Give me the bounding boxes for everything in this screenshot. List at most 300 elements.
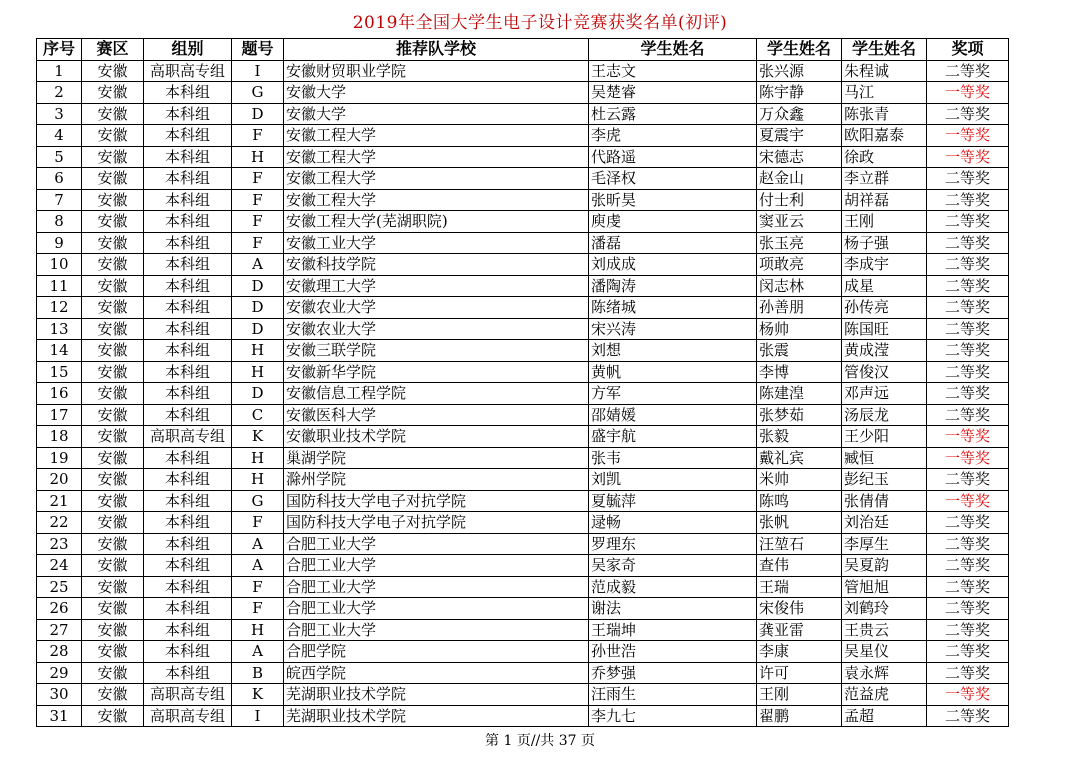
cell-seq: 6 bbox=[37, 168, 82, 190]
cell-group: 本科组 bbox=[144, 254, 232, 276]
cell-student-2: 张梦茹 bbox=[757, 404, 842, 426]
cell-award: 二等奖 bbox=[927, 189, 1009, 211]
cell-student-2: 查伟 bbox=[757, 555, 842, 577]
cell-student-1: 逯畅 bbox=[589, 512, 757, 534]
cell-award: 二等奖 bbox=[927, 103, 1009, 125]
cell-seq: 31 bbox=[37, 705, 82, 727]
cell-student-1: 孙世浩 bbox=[589, 641, 757, 663]
cell-problem: C bbox=[232, 404, 284, 426]
cell-school: 安徽理工大学 bbox=[284, 275, 589, 297]
cell-student-3: 王少阳 bbox=[842, 426, 927, 448]
cell-award: 一等奖 bbox=[927, 125, 1009, 147]
cell-student-3: 吴夏韵 bbox=[842, 555, 927, 577]
cell-group: 高职高专组 bbox=[144, 60, 232, 82]
cell-school: 安徽医科大学 bbox=[284, 404, 589, 426]
table-row bbox=[37, 361, 1009, 383]
cell-award: 一等奖 bbox=[927, 426, 1009, 448]
cell-school: 合肥工业大学 bbox=[284, 533, 589, 555]
page-footer: 第 1 页//共 37 页 bbox=[485, 733, 595, 749]
cell-student-1: 刘想 bbox=[589, 340, 757, 362]
cell-student-2: 张毅 bbox=[757, 426, 842, 448]
cell-region: 安徽 bbox=[82, 641, 144, 663]
cell-school: 安徽农业大学 bbox=[284, 318, 589, 340]
cell-school: 安徽大学 bbox=[284, 103, 589, 125]
cell-group: 本科组 bbox=[144, 103, 232, 125]
cell-group: 本科组 bbox=[144, 361, 232, 383]
header-row bbox=[37, 39, 1009, 61]
cell-student-3: 吴星仪 bbox=[842, 641, 927, 663]
cell-award: 二等奖 bbox=[927, 404, 1009, 426]
col-header-region: 赛区 bbox=[82, 39, 144, 61]
cell-student-3: 杨子强 bbox=[842, 232, 927, 254]
cell-school: 芜湖职业技术学院 bbox=[284, 705, 589, 727]
col-header-seq: 序号 bbox=[37, 39, 82, 61]
cell-problem: F bbox=[232, 512, 284, 534]
cell-student-1: 谢法 bbox=[589, 598, 757, 620]
cell-student-1: 刘凯 bbox=[589, 469, 757, 491]
table-row bbox=[37, 275, 1009, 297]
cell-school: 安徽职业技术学院 bbox=[284, 426, 589, 448]
cell-problem: I bbox=[232, 705, 284, 727]
cell-school: 国防科技大学电子对抗学院 bbox=[284, 490, 589, 512]
cell-student-3: 孟超 bbox=[842, 705, 927, 727]
table-row bbox=[37, 297, 1009, 319]
table-row bbox=[37, 340, 1009, 362]
cell-student-3: 王贵云 bbox=[842, 619, 927, 641]
cell-student-2: 陈建湟 bbox=[757, 383, 842, 405]
cell-group: 本科组 bbox=[144, 641, 232, 663]
cell-award: 二等奖 bbox=[927, 705, 1009, 727]
cell-school: 安徽三联学院 bbox=[284, 340, 589, 362]
cell-region: 安徽 bbox=[82, 555, 144, 577]
col-header-problem: 题号 bbox=[232, 39, 284, 61]
cell-region: 安徽 bbox=[82, 662, 144, 684]
cell-problem: D bbox=[232, 297, 284, 319]
cell-region: 安徽 bbox=[82, 125, 144, 147]
cell-region: 安徽 bbox=[82, 318, 144, 340]
table-row bbox=[37, 447, 1009, 469]
cell-student-2: 付士利 bbox=[757, 189, 842, 211]
cell-student-1: 汪雨生 bbox=[589, 684, 757, 706]
cell-school: 合肥学院 bbox=[284, 641, 589, 663]
cell-seq: 4 bbox=[37, 125, 82, 147]
cell-student-3: 孙传亮 bbox=[842, 297, 927, 319]
cell-school: 安徽工程大学 bbox=[284, 168, 589, 190]
cell-student-2: 戴礼宾 bbox=[757, 447, 842, 469]
cell-award: 二等奖 bbox=[927, 60, 1009, 82]
cell-award: 二等奖 bbox=[927, 232, 1009, 254]
cell-region: 安徽 bbox=[82, 103, 144, 125]
cell-school: 安徽信息工程学院 bbox=[284, 383, 589, 405]
cell-group: 本科组 bbox=[144, 340, 232, 362]
cell-school: 安徽工业大学 bbox=[284, 232, 589, 254]
cell-award: 一等奖 bbox=[927, 490, 1009, 512]
cell-student-2: 张玉亮 bbox=[757, 232, 842, 254]
cell-group: 本科组 bbox=[144, 211, 232, 233]
cell-group: 本科组 bbox=[144, 189, 232, 211]
table-row bbox=[37, 146, 1009, 168]
cell-award: 二等奖 bbox=[927, 254, 1009, 276]
cell-student-2: 孙善朋 bbox=[757, 297, 842, 319]
cell-award: 二等奖 bbox=[927, 512, 1009, 534]
table-row bbox=[37, 705, 1009, 727]
cell-group: 高职高专组 bbox=[144, 426, 232, 448]
cell-student-1: 陈绪城 bbox=[589, 297, 757, 319]
table-row bbox=[37, 533, 1009, 555]
cell-problem: H bbox=[232, 340, 284, 362]
cell-seq: 18 bbox=[37, 426, 82, 448]
cell-student-1: 毛泽权 bbox=[589, 168, 757, 190]
col-header-group: 组别 bbox=[144, 39, 232, 61]
cell-problem: G bbox=[232, 82, 284, 104]
cell-award: 二等奖 bbox=[927, 168, 1009, 190]
cell-student-1: 乔梦强 bbox=[589, 662, 757, 684]
cell-problem: I bbox=[232, 60, 284, 82]
cell-problem: F bbox=[232, 232, 284, 254]
cell-school: 安徽科技学院 bbox=[284, 254, 589, 276]
cell-group: 高职高专组 bbox=[144, 684, 232, 706]
cell-seq: 1 bbox=[37, 60, 82, 82]
cell-student-1: 杜云露 bbox=[589, 103, 757, 125]
cell-award: 二等奖 bbox=[927, 469, 1009, 491]
cell-school: 安徽大学 bbox=[284, 82, 589, 104]
cell-region: 安徽 bbox=[82, 361, 144, 383]
cell-student-3: 李厚生 bbox=[842, 533, 927, 555]
cell-award: 二等奖 bbox=[927, 598, 1009, 620]
cell-region: 安徽 bbox=[82, 598, 144, 620]
cell-problem: F bbox=[232, 598, 284, 620]
cell-problem: A bbox=[232, 533, 284, 555]
table-row bbox=[37, 254, 1009, 276]
cell-student-2: 翟鹏 bbox=[757, 705, 842, 727]
cell-school: 巢湖学院 bbox=[284, 447, 589, 469]
cell-student-1: 吴家奇 bbox=[589, 555, 757, 577]
cell-region: 安徽 bbox=[82, 404, 144, 426]
cell-problem: K bbox=[232, 426, 284, 448]
cell-school: 合肥工业大学 bbox=[284, 619, 589, 641]
cell-student-2: 王刚 bbox=[757, 684, 842, 706]
cell-region: 安徽 bbox=[82, 705, 144, 727]
table-row bbox=[37, 641, 1009, 663]
cell-student-3: 彭纪玉 bbox=[842, 469, 927, 491]
cell-award: 二等奖 bbox=[927, 340, 1009, 362]
cell-student-3: 欧阳嘉泰 bbox=[842, 125, 927, 147]
cell-student-3: 黄成滢 bbox=[842, 340, 927, 362]
cell-student-1: 范成毅 bbox=[589, 576, 757, 598]
table-body bbox=[37, 60, 1009, 727]
cell-problem: H bbox=[232, 469, 284, 491]
cell-award: 二等奖 bbox=[927, 318, 1009, 340]
cell-seq: 14 bbox=[37, 340, 82, 362]
col-header-student-1: 学生姓名 bbox=[589, 39, 757, 61]
table-row bbox=[37, 383, 1009, 405]
cell-group: 本科组 bbox=[144, 447, 232, 469]
cell-student-2: 许可 bbox=[757, 662, 842, 684]
cell-seq: 15 bbox=[37, 361, 82, 383]
cell-student-2: 万众鑫 bbox=[757, 103, 842, 125]
cell-student-2: 陈鸣 bbox=[757, 490, 842, 512]
cell-region: 安徽 bbox=[82, 383, 144, 405]
cell-region: 安徽 bbox=[82, 232, 144, 254]
cell-student-2: 宋德志 bbox=[757, 146, 842, 168]
cell-problem: G bbox=[232, 490, 284, 512]
cell-region: 安徽 bbox=[82, 576, 144, 598]
cell-student-2: 宋俊伟 bbox=[757, 598, 842, 620]
cell-region: 安徽 bbox=[82, 189, 144, 211]
table-row bbox=[37, 555, 1009, 577]
cell-region: 安徽 bbox=[82, 619, 144, 641]
cell-group: 本科组 bbox=[144, 598, 232, 620]
table-row bbox=[37, 619, 1009, 641]
cell-region: 安徽 bbox=[82, 512, 144, 534]
cell-student-1: 夏毓萍 bbox=[589, 490, 757, 512]
cell-student-1: 李虎 bbox=[589, 125, 757, 147]
cell-problem: F bbox=[232, 168, 284, 190]
cell-student-2: 窦亚云 bbox=[757, 211, 842, 233]
col-header-student-2: 学生姓名 bbox=[757, 39, 842, 61]
cell-student-1: 罗理东 bbox=[589, 533, 757, 555]
cell-student-3: 袁永辉 bbox=[842, 662, 927, 684]
cell-group: 本科组 bbox=[144, 146, 232, 168]
cell-seq: 23 bbox=[37, 533, 82, 555]
cell-region: 安徽 bbox=[82, 684, 144, 706]
cell-group: 本科组 bbox=[144, 168, 232, 190]
cell-problem: F bbox=[232, 576, 284, 598]
cell-group: 本科组 bbox=[144, 619, 232, 641]
table-row bbox=[37, 82, 1009, 104]
cell-problem: F bbox=[232, 189, 284, 211]
cell-group: 本科组 bbox=[144, 318, 232, 340]
cell-student-2: 张震 bbox=[757, 340, 842, 362]
cell-award: 二等奖 bbox=[927, 533, 1009, 555]
cell-problem: F bbox=[232, 125, 284, 147]
cell-student-3: 汤辰龙 bbox=[842, 404, 927, 426]
cell-student-1: 邵婧媛 bbox=[589, 404, 757, 426]
cell-student-3: 张倩倩 bbox=[842, 490, 927, 512]
cell-problem: B bbox=[232, 662, 284, 684]
cell-seq: 8 bbox=[37, 211, 82, 233]
cell-student-2: 龚亚雷 bbox=[757, 619, 842, 641]
table-row bbox=[37, 576, 1009, 598]
cell-student-1: 代路遥 bbox=[589, 146, 757, 168]
cell-student-2: 李康 bbox=[757, 641, 842, 663]
cell-award: 二等奖 bbox=[927, 662, 1009, 684]
cell-seq: 27 bbox=[37, 619, 82, 641]
cell-region: 安徽 bbox=[82, 275, 144, 297]
cell-student-3: 陈国旺 bbox=[842, 318, 927, 340]
cell-student-1: 吴楚睿 bbox=[589, 82, 757, 104]
cell-award: 一等奖 bbox=[927, 447, 1009, 469]
cell-student-1: 黄帆 bbox=[589, 361, 757, 383]
cell-group: 本科组 bbox=[144, 555, 232, 577]
cell-region: 安徽 bbox=[82, 447, 144, 469]
cell-school: 安徽工程大学(芜湖职院) bbox=[284, 211, 589, 233]
table-row bbox=[37, 426, 1009, 448]
cell-student-2: 杨帅 bbox=[757, 318, 842, 340]
cell-student-3: 刘治廷 bbox=[842, 512, 927, 534]
cell-problem: D bbox=[232, 318, 284, 340]
cell-seq: 19 bbox=[37, 447, 82, 469]
table-row bbox=[37, 490, 1009, 512]
cell-group: 本科组 bbox=[144, 533, 232, 555]
cell-student-3: 管旭旭 bbox=[842, 576, 927, 598]
cell-student-3: 范益虎 bbox=[842, 684, 927, 706]
cell-student-2: 李博 bbox=[757, 361, 842, 383]
cell-school: 合肥工业大学 bbox=[284, 598, 589, 620]
cell-school: 芜湖职业技术学院 bbox=[284, 684, 589, 706]
cell-school: 国防科技大学电子对抗学院 bbox=[284, 512, 589, 534]
cell-group: 本科组 bbox=[144, 662, 232, 684]
cell-student-3: 李立群 bbox=[842, 168, 927, 190]
page-title: 2019年全国大学生电子设计竞赛获奖名单(初评) bbox=[352, 13, 728, 33]
cell-seq: 9 bbox=[37, 232, 82, 254]
cell-school: 安徽工程大学 bbox=[284, 146, 589, 168]
cell-problem: H bbox=[232, 619, 284, 641]
cell-award: 一等奖 bbox=[927, 146, 1009, 168]
cell-group: 高职高专组 bbox=[144, 705, 232, 727]
table-row bbox=[37, 189, 1009, 211]
cell-seq: 30 bbox=[37, 684, 82, 706]
cell-school: 合肥工业大学 bbox=[284, 555, 589, 577]
cell-student-3: 刘鹤玲 bbox=[842, 598, 927, 620]
cell-region: 安徽 bbox=[82, 60, 144, 82]
cell-student-3: 臧恒 bbox=[842, 447, 927, 469]
col-header-school: 推荐队学校 bbox=[284, 39, 589, 61]
cell-school: 安徽财贸职业学院 bbox=[284, 60, 589, 82]
cell-group: 本科组 bbox=[144, 469, 232, 491]
cell-seq: 24 bbox=[37, 555, 82, 577]
cell-problem: F bbox=[232, 211, 284, 233]
cell-seq: 3 bbox=[37, 103, 82, 125]
cell-group: 本科组 bbox=[144, 512, 232, 534]
cell-group: 本科组 bbox=[144, 232, 232, 254]
cell-student-1: 方军 bbox=[589, 383, 757, 405]
cell-group: 本科组 bbox=[144, 82, 232, 104]
cell-award: 二等奖 bbox=[927, 641, 1009, 663]
cell-region: 安徽 bbox=[82, 469, 144, 491]
cell-student-1: 潘陶涛 bbox=[589, 275, 757, 297]
cell-student-3: 王刚 bbox=[842, 211, 927, 233]
cell-seq: 17 bbox=[37, 404, 82, 426]
cell-award: 二等奖 bbox=[927, 297, 1009, 319]
cell-problem: K bbox=[232, 684, 284, 706]
cell-student-2: 张兴源 bbox=[757, 60, 842, 82]
cell-seq: 20 bbox=[37, 469, 82, 491]
cell-student-3: 管俊汉 bbox=[842, 361, 927, 383]
cell-student-3: 胡祥磊 bbox=[842, 189, 927, 211]
cell-region: 安徽 bbox=[82, 82, 144, 104]
cell-seq: 16 bbox=[37, 383, 82, 405]
cell-award: 一等奖 bbox=[927, 684, 1009, 706]
cell-region: 安徽 bbox=[82, 340, 144, 362]
cell-student-2: 项敢亮 bbox=[757, 254, 842, 276]
cell-student-2: 汪堃石 bbox=[757, 533, 842, 555]
cell-student-3: 朱程诚 bbox=[842, 60, 927, 82]
cell-seq: 7 bbox=[37, 189, 82, 211]
cell-region: 安徽 bbox=[82, 211, 144, 233]
cell-region: 安徽 bbox=[82, 533, 144, 555]
cell-school: 安徽工程大学 bbox=[284, 125, 589, 147]
cell-seq: 21 bbox=[37, 490, 82, 512]
cell-school: 安徽工程大学 bbox=[284, 189, 589, 211]
cell-student-1: 张韦 bbox=[589, 447, 757, 469]
table-row bbox=[37, 168, 1009, 190]
cell-student-1: 刘成成 bbox=[589, 254, 757, 276]
cell-student-1: 潘磊 bbox=[589, 232, 757, 254]
cell-problem: H bbox=[232, 447, 284, 469]
cell-region: 安徽 bbox=[82, 426, 144, 448]
cell-seq: 10 bbox=[37, 254, 82, 276]
table-row bbox=[37, 469, 1009, 491]
cell-group: 本科组 bbox=[144, 383, 232, 405]
table-row bbox=[37, 211, 1009, 233]
table-row bbox=[37, 60, 1009, 82]
cell-group: 本科组 bbox=[144, 576, 232, 598]
cell-award: 二等奖 bbox=[927, 383, 1009, 405]
cell-student-2: 王瑞 bbox=[757, 576, 842, 598]
cell-award: 二等奖 bbox=[927, 361, 1009, 383]
cell-seq: 12 bbox=[37, 297, 82, 319]
cell-problem: A bbox=[232, 555, 284, 577]
cell-seq: 13 bbox=[37, 318, 82, 340]
cell-student-1: 王瑞坤 bbox=[589, 619, 757, 641]
cell-award: 二等奖 bbox=[927, 211, 1009, 233]
cell-seq: 25 bbox=[37, 576, 82, 598]
cell-student-2: 夏震宇 bbox=[757, 125, 842, 147]
cell-school: 安徽农业大学 bbox=[284, 297, 589, 319]
cell-region: 安徽 bbox=[82, 254, 144, 276]
cell-region: 安徽 bbox=[82, 297, 144, 319]
cell-student-3: 马江 bbox=[842, 82, 927, 104]
cell-student-1: 盛宇航 bbox=[589, 426, 757, 448]
cell-group: 本科组 bbox=[144, 125, 232, 147]
cell-award: 二等奖 bbox=[927, 619, 1009, 641]
cell-region: 安徽 bbox=[82, 490, 144, 512]
cell-problem: H bbox=[232, 361, 284, 383]
cell-seq: 2 bbox=[37, 82, 82, 104]
cell-student-2: 张帆 bbox=[757, 512, 842, 534]
table-row bbox=[37, 232, 1009, 254]
cell-student-1: 王志文 bbox=[589, 60, 757, 82]
cell-award: 二等奖 bbox=[927, 275, 1009, 297]
cell-seq: 26 bbox=[37, 598, 82, 620]
cell-region: 安徽 bbox=[82, 168, 144, 190]
cell-problem: D bbox=[232, 383, 284, 405]
cell-school: 滁州学院 bbox=[284, 469, 589, 491]
cell-award: 一等奖 bbox=[927, 82, 1009, 104]
cell-student-3: 李成宇 bbox=[842, 254, 927, 276]
cell-student-2: 米帅 bbox=[757, 469, 842, 491]
cell-problem: H bbox=[232, 146, 284, 168]
col-header-student-3: 学生姓名 bbox=[842, 39, 927, 61]
table-row bbox=[37, 103, 1009, 125]
cell-group: 本科组 bbox=[144, 404, 232, 426]
cell-region: 安徽 bbox=[82, 146, 144, 168]
cell-seq: 11 bbox=[37, 275, 82, 297]
cell-school: 皖西学院 bbox=[284, 662, 589, 684]
cell-student-3: 成星 bbox=[842, 275, 927, 297]
cell-group: 本科组 bbox=[144, 490, 232, 512]
awards-table bbox=[36, 38, 1009, 727]
cell-seq: 22 bbox=[37, 512, 82, 534]
cell-student-3: 陈张青 bbox=[842, 103, 927, 125]
cell-student-2: 赵金山 bbox=[757, 168, 842, 190]
table-row bbox=[37, 404, 1009, 426]
cell-student-1: 宋兴涛 bbox=[589, 318, 757, 340]
cell-student-3: 徐政 bbox=[842, 146, 927, 168]
cell-student-2: 陈宇静 bbox=[757, 82, 842, 104]
table-row bbox=[37, 684, 1009, 706]
